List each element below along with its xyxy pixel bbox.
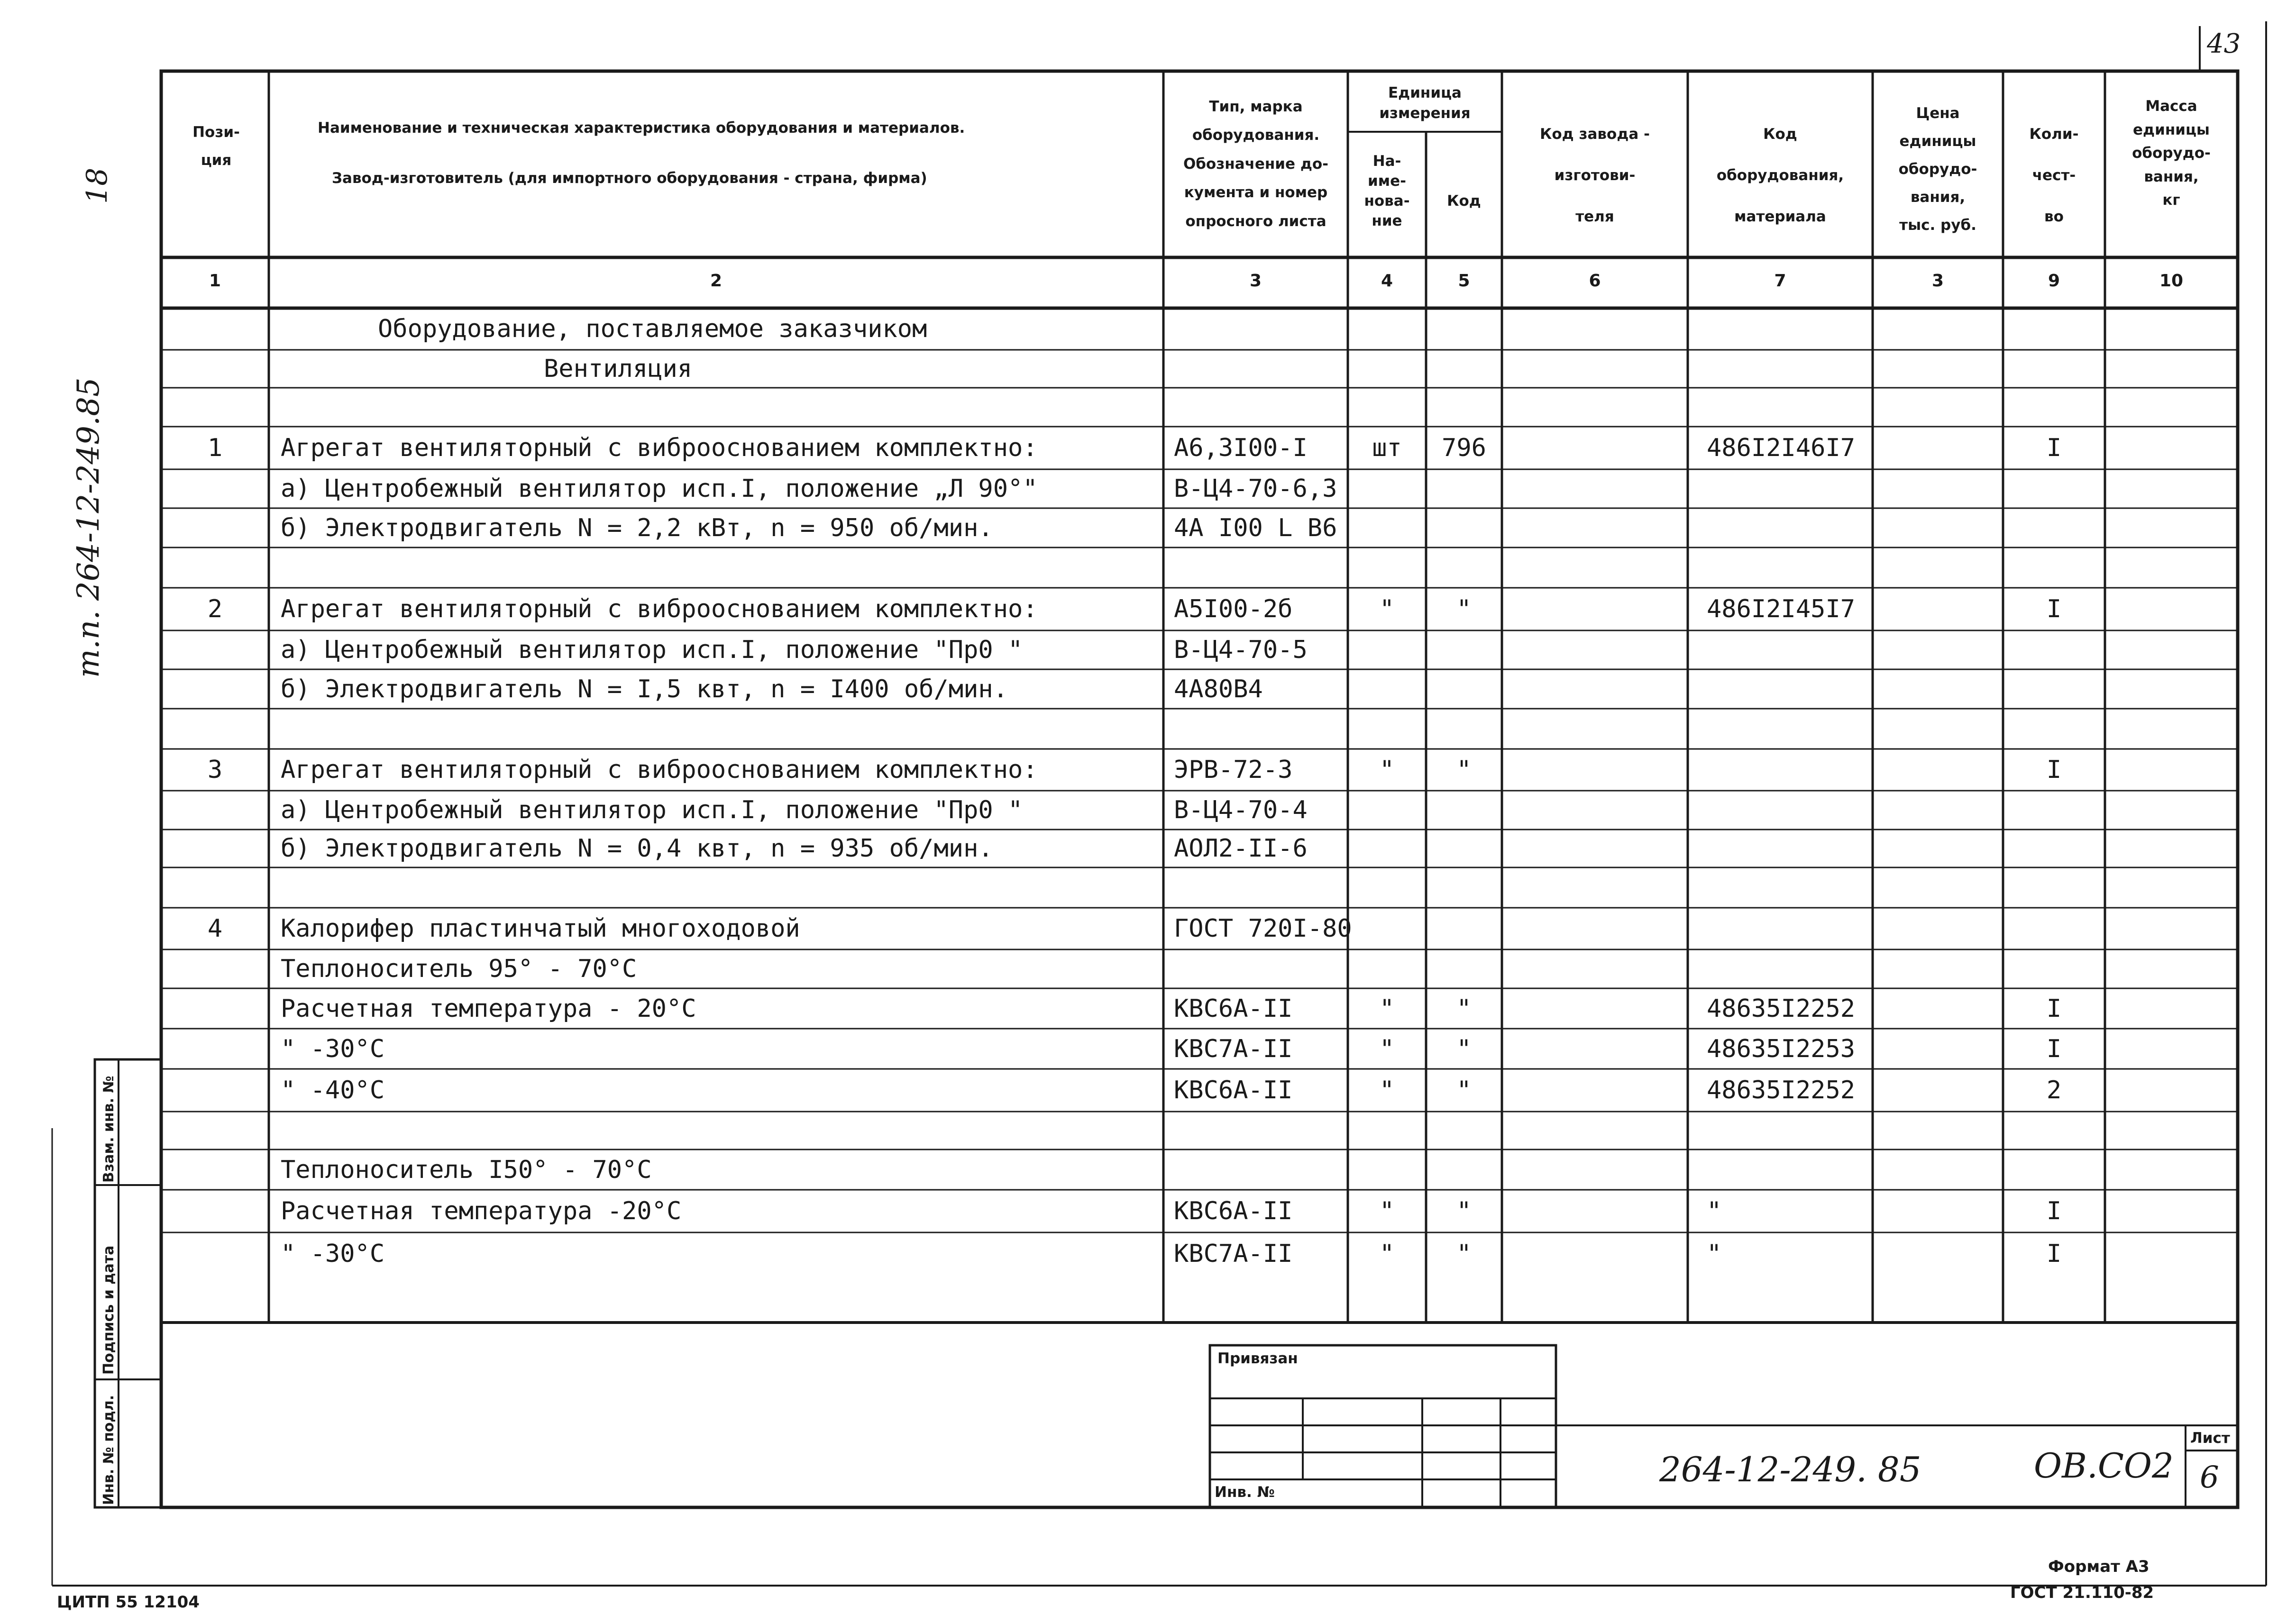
row-type: 4А80В4 xyxy=(1174,675,1263,703)
header-name-line2: Завод-изготовитель (для импортного оборудования - страна, фирма) xyxy=(332,170,927,187)
row-unit: " xyxy=(1379,1076,1395,1104)
row-equipment-code: " xyxy=(1707,1240,1722,1268)
row-unit: " xyxy=(1379,994,1395,1023)
row-unit: " xyxy=(1379,1034,1395,1063)
row-type: ЭРВ-72-3 xyxy=(1174,756,1293,784)
column-number-6: 6 xyxy=(1589,271,1601,291)
row-quantity: 2 xyxy=(2046,1076,2062,1104)
row-quantity: I xyxy=(2046,1197,2062,1225)
row-quantity: I xyxy=(2046,756,2062,784)
row-type: 4А I00 L В6 xyxy=(1174,513,1337,542)
row-type: КВС6А-II xyxy=(1174,994,1293,1023)
header-quantity: Коли- чест- во xyxy=(2029,126,2079,225)
stamp-sign-date: Подпись и дата xyxy=(101,1245,117,1375)
row-name: Расчетная температура -20°С xyxy=(281,1197,682,1225)
printer-label: ЦИТП 55 12104 xyxy=(57,1593,200,1612)
row-name: Агрегат вентиляторный с виброоснованием комплектно: xyxy=(281,434,1038,462)
row-type: КВС7А-II xyxy=(1174,1240,1293,1268)
row-name: а) Центробежный вентилятор исп.I, положение "Пр0 " xyxy=(281,796,1023,824)
sheet-label: Лист xyxy=(2190,1430,2230,1447)
column-number-10: 10 xyxy=(2159,271,2184,291)
row-unit-code: " xyxy=(1456,1197,1472,1225)
column-number-5: 5 xyxy=(1458,271,1470,291)
column-number-2: 2 xyxy=(710,271,723,291)
row-type: КВС6А-II xyxy=(1174,1197,1293,1225)
row-name: Расчетная температура - 20°С xyxy=(281,994,696,1023)
header-unit-name: На- име- нова- ние xyxy=(1364,153,1410,229)
row-name: " -40°С xyxy=(281,1076,385,1104)
row-name: б) Электродвигатель N = 2,2 кВт, n = 950 об/мин. xyxy=(281,513,993,542)
header-position: Пози- ция xyxy=(192,124,240,169)
header-type: Тип, марка оборудования. Обозначение до- кумента и номер опросного листа xyxy=(1183,98,1329,230)
column-number-7: 7 xyxy=(1774,271,1786,291)
row-name: а) Центробежный вентилятор исп.I, положение „Л 90°" xyxy=(281,474,1038,503)
row-type: В-Ц4-70-5 xyxy=(1174,636,1308,664)
column-number-8: 3 xyxy=(1931,271,1944,291)
header-mass: Масса единицы оборудо- вания, кг xyxy=(2132,98,2211,209)
row-quantity: I xyxy=(2046,1240,2062,1268)
inv-no-label: Инв. № xyxy=(1215,1484,1275,1501)
side-note-top: 18 xyxy=(81,167,114,204)
row-quantity: I xyxy=(2046,994,2062,1023)
row-unit-code: " xyxy=(1456,994,1472,1023)
doc-number: 264-12-249. 85 xyxy=(1659,1450,1921,1489)
row-type: А5I00-2б xyxy=(1174,595,1293,623)
row-equipment-code: 48635I2253 xyxy=(1707,1034,1856,1063)
row-name: б) Электродвигатель N = I,5 квт, n = I400 об/мин. xyxy=(281,675,1008,703)
row-unit-code: " xyxy=(1456,595,1472,623)
row-type: В-Ц4-70-4 xyxy=(1174,796,1308,824)
row-unit-code: " xyxy=(1456,756,1472,784)
row-unit-code: " xyxy=(1456,1076,1472,1104)
row-type: АОЛ2-II-6 xyxy=(1174,834,1308,863)
row-unit: " xyxy=(1379,1240,1395,1268)
row-quantity: I xyxy=(2046,595,2062,623)
row-type: А6,3I00-I xyxy=(1174,434,1308,462)
row-unit-code: " xyxy=(1456,1240,1472,1268)
stamp-vzam-inv: Взам. инв. № xyxy=(101,1076,117,1183)
row-equipment-code: " xyxy=(1707,1197,1722,1225)
column-number-1: 1 xyxy=(209,271,221,291)
row-name: " -30°С xyxy=(281,1034,385,1063)
row-equipment-code: 48635I2252 xyxy=(1707,994,1856,1023)
gost-label: ГОСТ 21.110-82 xyxy=(2010,1583,2154,1602)
row-equipment-code: 486I2I46I7 xyxy=(1707,434,1856,462)
row-name: Агрегат вентиляторный с виброоснованием комплектно: xyxy=(281,756,1038,784)
header-equipment-code: Код оборудования, материала xyxy=(1716,126,1844,225)
row-quantity: I xyxy=(2046,434,2062,462)
row-position: 4 xyxy=(207,914,223,943)
row-name: Агрегат вентиляторный с виброоснованием комплектно: xyxy=(281,595,1038,623)
row-name: Вентиляция xyxy=(544,355,693,383)
row-name: Калорифер пластинчатый многоходовой xyxy=(281,914,800,943)
stamp-inv-orig: Инв. № подл. xyxy=(101,1395,117,1505)
side-doc-ref: т.п. 264-12-249.85 xyxy=(71,377,106,678)
row-quantity: I xyxy=(2046,1034,2062,1063)
row-equipment-code: 486I2I45I7 xyxy=(1707,595,1856,623)
row-position: 3 xyxy=(207,756,223,784)
row-equipment-code: 48635I2252 xyxy=(1707,1076,1856,1104)
row-unit-code: " xyxy=(1456,1034,1472,1063)
header-unit-group: Единица измерения xyxy=(1379,84,1471,122)
row-unit: " xyxy=(1379,1197,1395,1225)
sheet-number-top: 43 xyxy=(2207,28,2241,59)
doc-code: ОВ.СО2 xyxy=(2034,1446,2174,1486)
row-unit: " xyxy=(1379,595,1395,623)
format-label: Формат А3 xyxy=(2048,1557,2150,1576)
row-type: В-Ц4-70-6,3 xyxy=(1174,474,1337,503)
row-name: Теплоноситель 95° - 70°С xyxy=(281,955,637,983)
row-unit-code: 796 xyxy=(1442,434,1486,462)
header-price: Цена единицы оборудо- вания, тыс. руб. xyxy=(1898,105,1977,234)
header-factory-code: Код завода - изготови- теля xyxy=(1540,126,1650,225)
row-type: КВС7А-II xyxy=(1174,1034,1293,1063)
row-name: а) Центробежный вентилятор исп.I, положение "Пр0 " xyxy=(281,636,1023,664)
column-number-3: 3 xyxy=(1249,271,1262,291)
row-position: 2 xyxy=(207,595,223,623)
row-unit: шт xyxy=(1372,434,1402,462)
privyazan-label: Привязан xyxy=(1217,1350,1298,1367)
column-number-9: 9 xyxy=(2048,271,2060,291)
row-position: 1 xyxy=(207,434,223,462)
row-unit: " xyxy=(1379,756,1395,784)
header-name-line1: Наименование и техническая характеристика оборудования и материалов. xyxy=(318,119,965,137)
row-name: " -30°С xyxy=(281,1240,385,1268)
column-number-4: 4 xyxy=(1381,271,1393,291)
row-type: КВС6А-II xyxy=(1174,1076,1293,1104)
row-name: Оборудование, поставляемое заказчиком xyxy=(378,315,927,343)
row-name: Теплоноситель I50° - 70°С xyxy=(281,1155,652,1184)
row-type: ГОСТ 720I-80 xyxy=(1174,914,1352,943)
row-name: б) Электродвигатель N = 0,4 квт, n = 935 об/мин. xyxy=(281,834,993,863)
header-unit-code: Код xyxy=(1447,192,1481,210)
sheet-value: 6 xyxy=(2200,1460,2219,1495)
